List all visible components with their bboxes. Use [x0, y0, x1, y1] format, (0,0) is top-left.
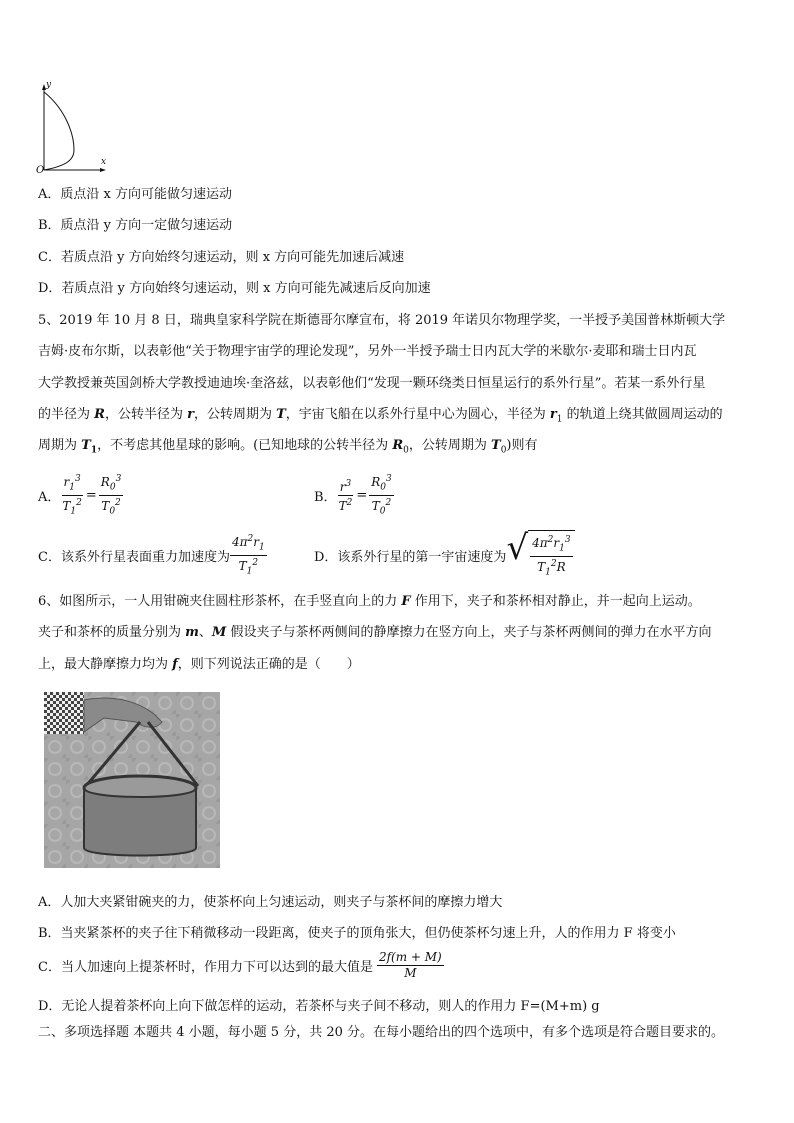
q6-option-b: B．当夹紧茶杯的夹子往下稍微移动一段距离，使夹子的顶角张大，但仍使茶杯匀速上升，人的作用力 F 将变小: [38, 926, 676, 941]
q4-option-a: A．质点沿 x 方向可能做匀速运动: [38, 187, 232, 202]
q5-stem-line-3: 大学教授兼英国剑桥大学教授迪迪埃·奎洛兹，以表彰他们“发现一颗环绕类日恒星运行的系外行星”。若某一系外行星: [38, 376, 706, 391]
formula-a-right: $\frac{R_0^3}{T_0^2}$: [100, 474, 122, 517]
q5-stem-line-1: 5、2019 年 10 月 8 日，瑞典皇家科学院在斯德哥尔摩宣布，将 2019 年诺贝尔物理学奖，一半授予美国普林斯顿大学: [38, 313, 726, 328]
formula-a-left: $\frac{r_1^3}{T_1^2}$: [62, 474, 82, 517]
x-axis-label: x: [101, 157, 107, 167]
formula-b-left: $\frac{r^3}{T^2}$: [338, 479, 353, 514]
formula-d: √ $\frac{4\pi^2r_1^3}{T_1^2R}$: [506, 530, 574, 581]
formula-q6c: $\frac{2f(m + M)}{M}$: [378, 950, 442, 980]
teacup-body: [84, 788, 196, 856]
q6-option-d: D．无论人提着茶杯向上向下做怎样的运动，若茶杯与夹子间不移动，则人的作用力 F=(M+m) g: [38, 999, 600, 1014]
q5-stem-line-2: 吉姆·皮布尔斯，以表彰他“关于物理宇宙学的理论发现”，另外一半授予瑞士日内瓦大学的米歇尔·麦耶和瑞士日内瓦: [38, 344, 697, 359]
q5-stem-line-4: 的半径为 R，公转半径为 r，公转周期为 T，宇宙飞船在以系外行星中心为圆心，半径为 $r_1$ 的轨道上绕其做圆周运动的: [38, 407, 723, 425]
formula-b-right: $\frac{R_0^3}{T_0^2}$: [371, 474, 392, 517]
q5-stem-line-5: 周期为 $T_1$，不考虑其他星球的影响。(已知地球的公转半径为 $R_0$，公转周期为 $T_0$)则有: [38, 438, 538, 456]
q5-option-c: C．该系外行星表面重力加速度为 $\frac{4\pi^2r_1}{T_1^2}$: [38, 532, 267, 580]
q6-stem-line-1: 6、如图所示，一人用钳碗夹住圆柱形茶杯，在手竖直向上的力 F 作用下，夹子和茶杯相对静止，并一起向上运动。: [38, 594, 701, 609]
q5-option-d: D．该系外行星的第一宇宙速度为 √ $\frac{4\pi^2r_1^3}{T_1^2R}$: [314, 530, 575, 581]
q6-stem-line-3: 上，最大静摩擦力均为 f，则下列说法正确的是（ ）: [38, 657, 360, 672]
y-axis-label: y: [46, 80, 52, 90]
teacup-clamp-photo: [44, 692, 220, 868]
q6-stem-line-2: 夹子和茶杯的质量分别为 m、M 假设夹子与茶杯两侧间的静摩擦力在竖方向上，夹子与茶杯两侧间的弹力在水平方向: [38, 625, 712, 640]
q5-option-b: B． $\frac{r^3}{T^2}$ = $\frac{R_0^3}{T_0^2}$: [314, 472, 394, 520]
section-2-heading: 二、多项选择题 本题共 4 小题，每小题 5 分，共 20 分。在每小题给出的四个选项中，有多个选项是符合题目要求的。: [38, 1025, 725, 1040]
shirt-sleeve: [44, 692, 84, 734]
q6-option-c: C．当人加速向上提茶杯时，作用力下可以达到的最大值是 $\frac{2f(m + M)}{M}$: [38, 950, 442, 980]
q4-option-c: C．若质点沿 y 方向始终匀速运动，则 x 方向可能先加速后减速: [38, 250, 405, 265]
q6-option-a: A．人加大夹紧钳碗夹的力，使茶杯向上匀速运动，则夹子与茶杯间的摩擦力增大: [38, 895, 503, 910]
trajectory-curve: [44, 92, 74, 170]
q4-option-b: B．质点沿 y 方向一定做匀速运动: [38, 218, 233, 233]
formula-c: $\frac{4\pi^2r_1}{T_1^2}$: [231, 534, 265, 577]
x-axis-arrow: [100, 168, 106, 172]
q4-option-d: D．若质点沿 y 方向始终匀速运动，则 x 方向可能先减速后反向加速: [38, 281, 431, 296]
q5-option-a: A． $\frac{r_1^3}{T_1^2}$ = $\frac{R_0^3}{T_0^2}$: [38, 472, 123, 520]
origin-label: O: [36, 165, 45, 176]
